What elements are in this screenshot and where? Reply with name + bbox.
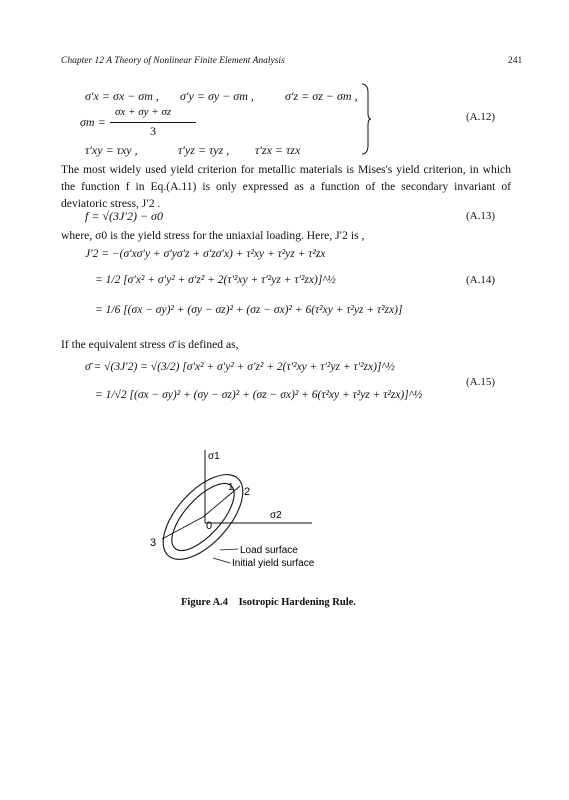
eq-a15-line1: σ̄ = √(3J′2) = √(3/2) [σ′x² + σ′y² + σ′z² + 2(τ′²xy + τ′²yz + τ′²zx)]^½ (85, 361, 395, 373)
eq-a14-line1: J′2 = −(σ′xσ′y + σ′yσ′z + σ′zσ′x) + τ²xy + τ²yz + τ²zx (85, 248, 326, 260)
eq-a12-number: (A.12) (466, 111, 496, 123)
isotropic-hardening-diagram (150, 445, 440, 595)
eq-a12-line3c: τ′zx = τzx (255, 143, 301, 157)
paragraph-equivalent-stress: If the equivalent stress σ̄ is defined as, (61, 338, 239, 351)
radius-line (203, 486, 240, 517)
page-number: 241 (508, 56, 523, 66)
sigma1-label: σ1 (208, 451, 220, 462)
point-1-label: 1 (228, 482, 234, 493)
eq-a12-line3a: τ′xy = τxy , (85, 143, 138, 157)
eq-a12-line1a: σ′x = σx − σm , (85, 89, 159, 103)
radius-line-lower (162, 517, 203, 539)
paragraph-mises: The most widely used yield criterion for metallic materials is Mises's yield criterion, in which the function f in Eq.(A.11) is only expressed as a function of the secondary invariant of deviatoric stress, J′2 . (61, 163, 511, 210)
eq-a12-line3b: τ′yz = τyz , (178, 143, 230, 157)
eq-a12-line1c: σ′z = σz − σm , (285, 89, 358, 103)
figure-label: Figure A.4 (181, 597, 229, 608)
eq-a13-number: (A.13) (466, 210, 496, 222)
load-surface-label: Load surface (240, 545, 298, 556)
eq-a12-lhs: σm = (80, 115, 106, 129)
eq-a15-number: (A.15) (466, 376, 496, 388)
eq-a14-line3: = 1/6 [(σx − σy)² + (σy − σz)² + (σz − σx)² + 6(τ²xy + τ²yz + τ²zx)] (95, 304, 403, 316)
point-2-label: 2 (244, 486, 251, 498)
figure-caption (181, 597, 356, 608)
point-3-label: 3 (150, 537, 157, 549)
eq-a12-numerator: σx + σy + σz (115, 106, 172, 118)
load-surface-leader (220, 549, 238, 550)
eq-a12-fraction-bar (110, 122, 196, 123)
origin-label: 0 (206, 520, 213, 532)
paragraph-yield-stress: where, σ0 is the yield stress for the uniaxial loading. Here, J′2 is , (61, 229, 365, 242)
eq-a12-denominator: 3 (150, 124, 156, 138)
eq-a12-line1b: σ′y = σy − σm , (180, 89, 254, 103)
initial-yield-surface-label: Initial yield surface (232, 558, 315, 569)
eq-a13: f = √(3J′2) − σ0 (85, 209, 163, 223)
sigma2-label: σ2 (270, 510, 282, 521)
eq-a12-brace (360, 83, 372, 155)
eq-a14-line2: = 1/2 [σ′x² + σ′y² + σ′z² + 2(τ′²xy + τ′²yz + τ′²zx)]^½ (95, 274, 336, 286)
eq-a15-line2: = 1/√2 [(σx − σy)² + (σy − σz)² + (σz − σx)² + 6(τ²xy + τ²yz + τ²zx)]^½ (95, 389, 423, 401)
figure-title: Isotropic Hardening Rule. (238, 597, 356, 608)
eq-a14-number: (A.14) (466, 274, 496, 286)
initial-surface-leader (213, 558, 230, 563)
running-header-title: Chapter 12 A Theory of Nonlinear Finite Element Analysis (61, 56, 285, 66)
